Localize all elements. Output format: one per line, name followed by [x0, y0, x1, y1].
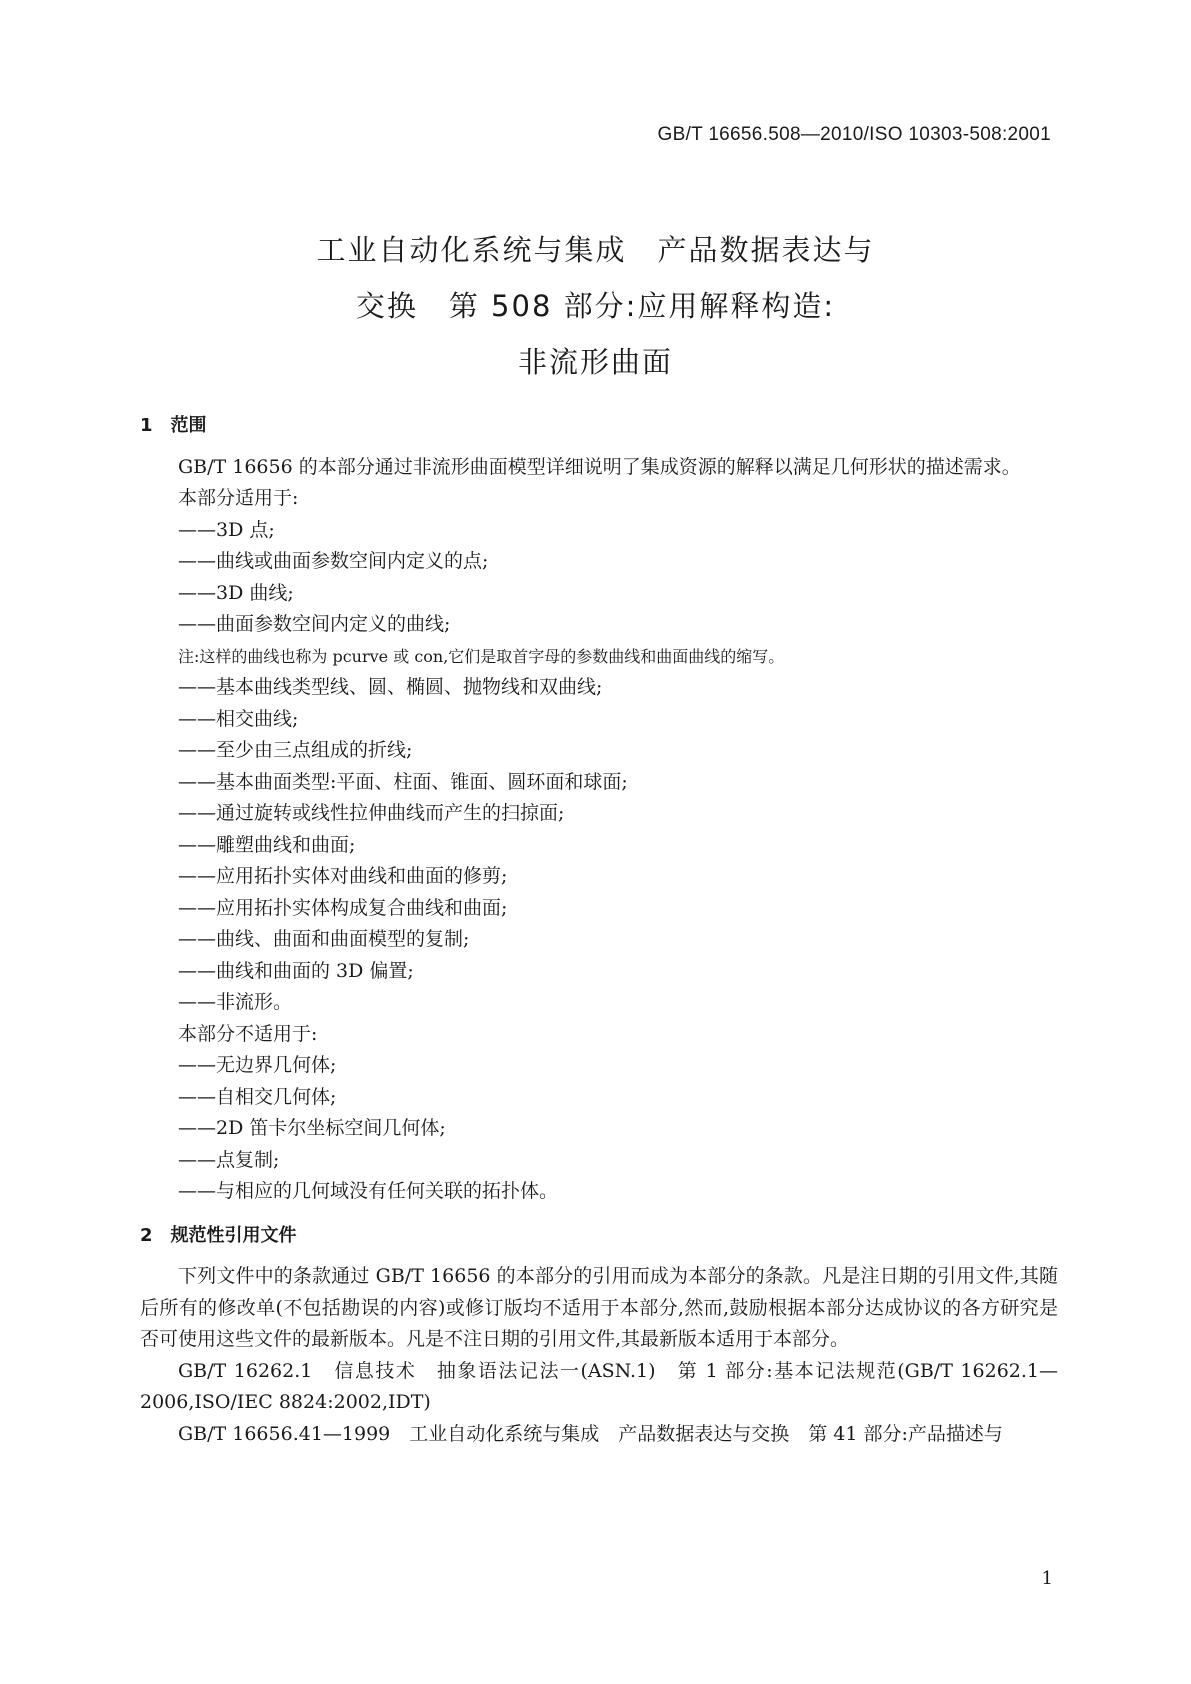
list-item: ——通过旋转或线性拉伸曲线而产生的扫掠面;	[178, 802, 565, 824]
page-number: 1	[1041, 1568, 1053, 1589]
not-applies-list	[140, 1050, 1058, 1208]
list-item: ——基本曲面类型:平面、柱面、锥面、圆环面和球面;	[178, 770, 628, 793]
section-1-intro: GB/T 16656 的本部分通过非流形曲面模型详细说明了集成资源的解释以满足几何形状的描述需求。	[178, 455, 1021, 478]
list-item: ——自相交几何体;	[178, 1085, 337, 1108]
standard-code: GB/T 16656.508—2010/ISO 10303-508:2001	[657, 124, 1051, 145]
list-item: ——相交曲线;	[178, 707, 299, 730]
reference-item: GB/T 16262.1 信息技术 抽象语法记法一(ASN.1) 第 1 部分:基本记法规范(GB/T 16262.1—2006,ISO/IEC 8824:2002,IDT)	[140, 1359, 1058, 1413]
list-item: ——与相应的几何域没有任何关联的拓扑体。	[178, 1180, 559, 1202]
list-item: ——曲线和曲面的 3D 偏置;	[178, 959, 414, 982]
list-item: ——3D 曲线;	[178, 581, 294, 604]
reference-item: GB/T 16656.41—1999 工业自动化系统与集成 产品数据表达与交换 第 41 部分:产品描述与	[178, 1422, 1003, 1445]
list-item: ——曲线或曲面参数空间内定义的点;	[178, 550, 489, 572]
title-line-1: 工业自动化系统与集成 产品数据表达与	[316, 233, 875, 267]
applies-list-b	[140, 672, 1058, 1019]
title-line-3: 非流形曲面	[517, 345, 673, 379]
list-item: ——曲面参数空间内定义的曲线;	[178, 613, 451, 635]
list-item: ——3D 点;	[178, 518, 275, 541]
list-item: ——雕塑曲线和曲面;	[178, 833, 356, 856]
title-line-2: 交换 第 508 部分:应用解释构造:	[355, 289, 836, 323]
list-item: ——非流形。	[178, 991, 293, 1013]
section-1-heading: 1 范围	[140, 415, 207, 436]
document-body	[140, 410, 1058, 1450]
applies-label: 本部分适用于:	[178, 487, 299, 509]
list-item: ——点复制;	[178, 1148, 280, 1171]
not-applies-label: 本部分不适用于:	[178, 1022, 318, 1045]
section-2-heading: 2 规范性引用文件	[140, 1224, 297, 1246]
section-2-intro: 下列文件中的条款通过 GB/T 16656 的本部分的引用而成为本部分的条款。凡是注日期的引用文件,其随后所有的修改单(不包括勘误的内容)或修订版均不适用于本部分,然而,鼓励根据本部分达成协议的各方研究是否可使用这些文件的最新版本。凡是不注日期的引用文件,其最新版本适用于本部分。	[140, 1265, 1058, 1350]
list-item: ——曲线、曲面和曲面模型的复制;	[178, 928, 470, 950]
list-item: ——基本曲线类型线、圆、椭圆、抛物线和双曲线;	[178, 676, 603, 698]
list-item: ——应用拓扑实体对曲线和曲面的修剪;	[178, 865, 508, 887]
document-title	[0, 222, 1191, 390]
list-item: ——2D 笛卡尔坐标空间几何体;	[178, 1117, 446, 1139]
list-item: ——应用拓扑实体构成复合曲线和曲面;	[178, 896, 508, 919]
applies-list-a	[140, 515, 1058, 641]
list-item: ——无边界几何体;	[178, 1054, 337, 1076]
note: 注:这样的曲线也称为 pcurve 或 con,它们是取首字母的参数曲线和曲面曲线的缩写。	[178, 646, 785, 666]
list-item: ——至少由三点组成的折线;	[178, 739, 413, 761]
